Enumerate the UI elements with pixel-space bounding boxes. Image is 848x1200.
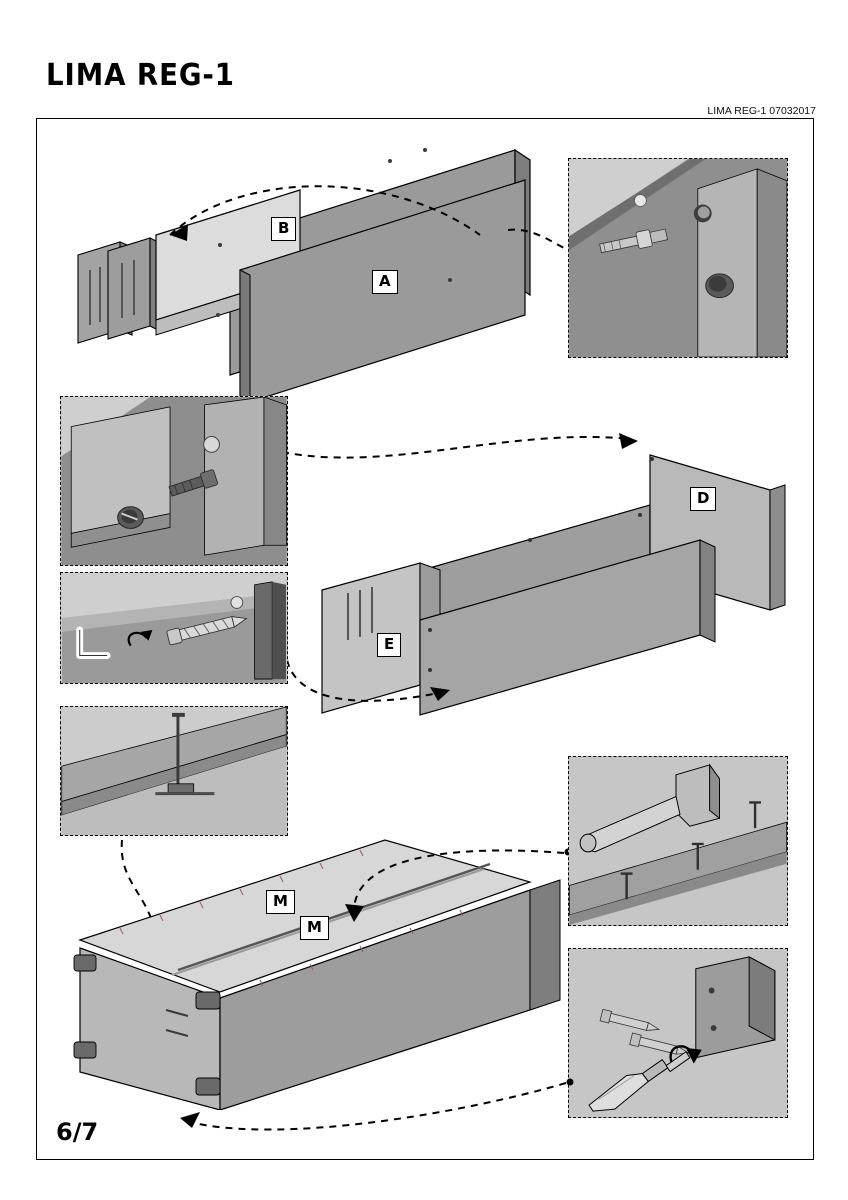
detail-panel-cam-dowel: [568, 158, 788, 358]
detail-panel-screwdriver: [568, 948, 788, 1118]
detail-panel-nail-back: [60, 706, 288, 836]
label-e: E: [377, 633, 401, 657]
arrow-screwdriver-to-carcass: [160, 1070, 580, 1150]
detail-panel-dowel-insert: [60, 396, 288, 566]
detail-panel-allen-screw: [60, 572, 288, 684]
page-number: 6/7: [56, 1118, 99, 1146]
label-m-2: M: [300, 916, 329, 940]
label-b: B: [271, 217, 296, 241]
arrow-to-detail-upper-left: [270, 425, 650, 465]
page-title: LIMA REG-1: [46, 58, 235, 93]
label-a: A: [372, 270, 398, 294]
arrow-to-detail-lower-left: [278, 650, 468, 710]
document-code: LIMA REG-1 07032017: [707, 105, 816, 117]
detail-panel-hammer: [568, 756, 788, 926]
label-m-1: M: [266, 890, 295, 914]
arrow-hammer-to-carcass: [326, 838, 576, 938]
label-d: D: [690, 487, 716, 511]
